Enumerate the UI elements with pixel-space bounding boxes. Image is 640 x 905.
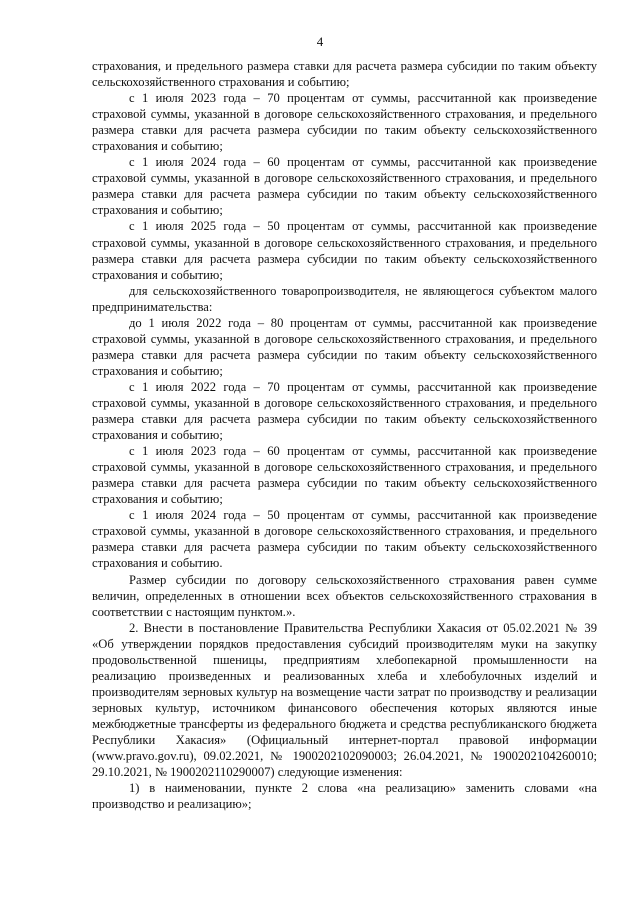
page-number: 4 <box>316 34 324 49</box>
paragraph-continuation: страхования, и предельного размера ставки для расчета размера субсидии по таким объекту сельскохозяйственного страхования и событию; <box>92 59 597 90</box>
paragraph-subsidy-size: Размер субсидии по договору сельскохозяйственного страхования равен сумме величин, определенных в отношении всех объектов сельскохозяйственного страхования в соответствии с настоящим пунктом.». <box>92 572 597 619</box>
document-body <box>92 58 597 812</box>
paragraph-non-small-business-2023: с 1 июля 2023 года – 60 процентам от суммы, рассчитанной как произведение страховой суммы, указанной в договоре сельскохозяйственного страхования, и предельного размера ставки для расчета размера субсидии по таким объекту сельскохозяйственного страхования и событию; <box>92 444 597 507</box>
paragraph-non-small-business-2024: с 1 июля 2024 года – 50 процентам от суммы, рассчитанной как произведение страховой суммы, указанной в договоре сельскохозяйственного страхования, и предельного размера ставки для расчета размера субсидии по таким объекту сельскохозяйственного страхования и событию. <box>92 508 597 571</box>
paragraph-non-small-business-heading: для сельскохозяйственного товаропроизводителя, не являющегося субъектом малого предпринимательства: <box>92 283 597 314</box>
paragraph-item-2-amendment: 2. Внести в постановление Правительства Республики Хакасия от 05.02.2021 № 39 «Об утверждении порядков предоставления субсидий производителям муки на закупку продовольственной пшеницы, предприятиям хлебопекарной промышленности на реализацию произведенных и реализованных хлеба и хлебобулочных изделий и производителям зерновых культур на возмещение части затрат по производству и реализации зерновых культур, источником финансового обеспечения которых являются иные межбюджетные трансферты из федерального бюджета и средства республиканского бюджета Республики Хакасия» (Официальный интернет-портал правовой информации (www.pravo.gov.ru), 09.02.2021, № 1900202102090003; 26.04.2021, № 1900202104260010; 29.10.2021, № 1900202110290007) следующие изменения: <box>92 620 597 780</box>
paragraph-non-small-business-2022: с 1 июля 2022 года – 70 процентам от суммы, рассчитанной как произведение страховой суммы, указанной в договоре сельскохозяйственного страхования, и предельного размера ставки для расчета размера субсидии по таким объекту сельскохозяйственного страхования и событию; <box>92 379 597 443</box>
paragraph-small-business-2023: с 1 июля 2023 года – 70 процентам от суммы, рассчитанной как произведение страховой суммы, указанной в договоре сельскохозяйственного страхования, и предельного размера ставки для расчета размера субсидии по таким объекту сельскохозяйственного страхования и событию; <box>92 91 597 154</box>
paragraph-small-business-2025: с 1 июля 2025 года – 50 процентам от суммы, рассчитанной как произведение страховой суммы, указанной в договоре сельскохозяйственного страхования, и предельного размера ставки для расчета размера субсидии по таким объекту сельскохозяйственного страхования и событию; <box>92 219 597 282</box>
paragraph-subitem-1: 1) в наименовании, пункте 2 слова «на реализацию» заменить словами «на производство и реализацию»; <box>92 781 597 812</box>
paragraph-small-business-2024: с 1 июля 2024 года – 60 процентам от суммы, рассчитанной как произведение страховой суммы, указанной в договоре сельскохозяйственного страхования, и предельного размера ставки для расчета размера субсидии по таким объекту сельскохозяйственного страхования и событию; <box>92 155 597 218</box>
paragraph-non-small-business-before-2022: до 1 июля 2022 года – 80 процентам от суммы, рассчитанной как произведение страховой суммы, указанной в договоре сельскохозяйственного страхования, и предельного размера ставки для расчета размера субсидии по таким объекту сельскохозяйственного страхования и событию; <box>92 315 597 378</box>
